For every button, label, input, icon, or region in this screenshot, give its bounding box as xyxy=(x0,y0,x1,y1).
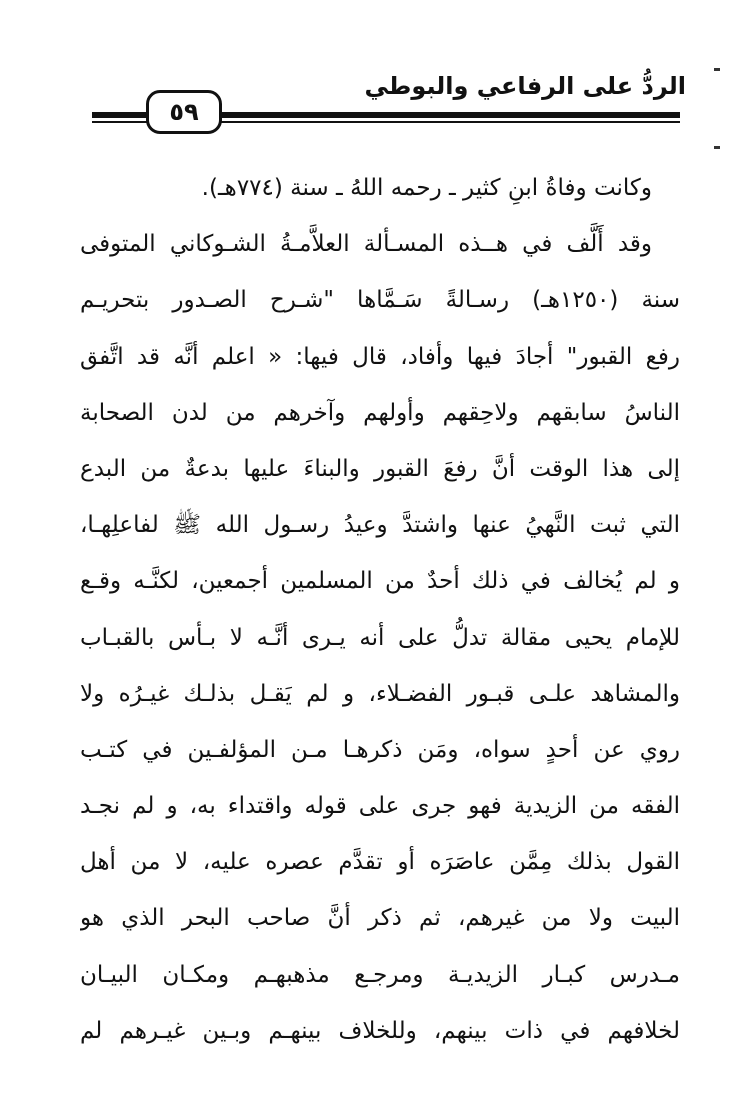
text-line: البيت ولا من غيرهم، ثم ذكر أنَّ صاحب البحر الذي هو xyxy=(80,905,680,932)
text-line: للإمام يحيى مقالة تدلُّ على أنه يـرى أنَّـه لا بـأس بالقبـاب xyxy=(80,624,680,651)
text-line: القول بذلك مِمَّن عاصَرَه أو تقدَّم عصره عليه، لا من أهل xyxy=(80,849,680,876)
body-text xyxy=(80,160,680,1059)
page-number-box xyxy=(146,90,222,134)
text-line: سنة (١٢٥٠هـ) رسـالةً سَـمَّاها "شـرح الصـدور بتحريـم xyxy=(80,287,680,314)
text-line: و لم يُخالف في ذلك أحدٌ من المسلمين أجمعين، لكنَّـه وقـع xyxy=(80,568,680,595)
text-line: روي عن أحدٍ سواه، ومَن ذكرهـا مـن المؤلفـين في كتـب xyxy=(80,736,680,763)
text-line: الفقه من الزيدية فهو جرى على قوله واقتداء به، و لم نجـد xyxy=(80,793,680,820)
text-line: وكانت وفاةُ ابنِ كثير ـ رحمه اللهُ ـ سنة (٧٧٤هـ). xyxy=(201,175,652,201)
edge-mark-top xyxy=(714,68,720,71)
running-header-title: الردُّ على الرفاعي والبوطي xyxy=(364,72,686,100)
text-line: مـدرس كبـار الزيديـة ومرجـع مذهبهـم ومكـان البيـان xyxy=(80,961,680,988)
text-line: إلى هذا الوقت أنَّ رفعَ القبور والبناءَ عليها بدعةٌ من البدع xyxy=(80,455,680,482)
text-line: رفع القبور" أجادَ فيها وأفاد، قال فيها: « اعلم أنَّه قد اتَّفق xyxy=(80,343,680,370)
text-line: لخلافهم في ذات بينهم، وللخلاف بينهـم وبـين غيـرهم لم xyxy=(80,1017,680,1044)
text-line: وقد أَلَّف في هــذه المسـألة العلاَّمـةُ الشـوكاني المتوفى xyxy=(80,231,652,258)
page-number: ٥٩ xyxy=(169,98,199,126)
text-line: والمشاهد علـى قبـور الفضـلاء، و لم يَقـل بذلـك غيـرُه ولا xyxy=(80,680,680,707)
text-line: التي ثبت النَّهيُ عنها واشتدَّ وعيدُ رسـول الله ﷺ لفاعلِهـا، xyxy=(80,512,680,539)
edge-mark-bottom xyxy=(714,146,720,149)
text-line: الناسُ سابقهم ولاحِقهم وأولهم وآخرهم من لدن الصحابة xyxy=(80,399,680,426)
